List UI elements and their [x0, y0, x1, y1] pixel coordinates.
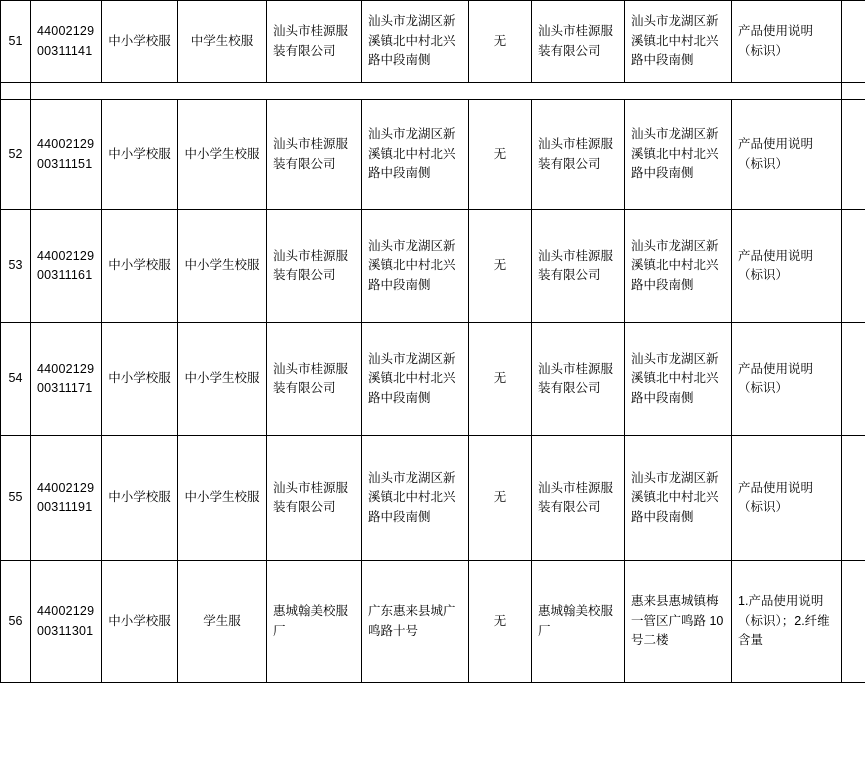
cell-inspected-address: 惠来县惠城镇梅一管区广鸣路 10 号二楼 — [625, 561, 732, 683]
gap-left-edge — [1, 83, 31, 100]
table-row — [1, 1, 865, 83]
table-section-gap — [1, 83, 865, 100]
cell-manufacturer: 汕头市桂源服装有限公司 — [267, 100, 362, 210]
cell-index: 53 — [1, 210, 31, 323]
cell-index: 54 — [1, 323, 31, 436]
cell-product-name: 中小学生校服 — [178, 436, 267, 561]
cell-product-name: 中小学生校服 — [178, 323, 267, 436]
table-row — [1, 323, 865, 436]
cell-nonconforming-item: 产品使用说明（标识） — [732, 323, 842, 436]
cell-inspected-unit: 汕头市桂源服装有限公司 — [532, 100, 625, 210]
cell-mark: 无 — [469, 561, 532, 683]
cell-inspected-address: 汕头市龙湖区新溪镇北中村北兴路中段南侧 — [625, 1, 732, 83]
cell-manufacturer-address: 汕头市龙湖区新溪镇北中村北兴路中段南侧 — [362, 100, 469, 210]
cell-nonconforming-item: 产品使用说明（标识） — [732, 210, 842, 323]
cell-manufacturer: 惠城翰美校服厂 — [267, 561, 362, 683]
table-row — [1, 561, 865, 683]
cell-category: 中小学校服 — [102, 561, 178, 683]
cell-tail-blank — [842, 436, 865, 561]
gap-right-edge — [842, 83, 865, 100]
cell-tail-blank — [842, 1, 865, 83]
cell-nonconforming-item: 1.产品使用说明（标识）；2.纤维含量 — [732, 561, 842, 683]
cell-category: 中小学校服 — [102, 1, 178, 83]
cell-inspected-address: 汕头市龙湖区新溪镇北中村北兴路中段南侧 — [625, 436, 732, 561]
cell-manufacturer-address: 汕头市龙湖区新溪镇北中村北兴路中段南侧 — [362, 1, 469, 83]
cell-index: 55 — [1, 436, 31, 561]
cell-mark: 无 — [469, 1, 532, 83]
cell-category: 中小学校服 — [102, 436, 178, 561]
cell-inspected-unit: 汕头市桂源服装有限公司 — [532, 323, 625, 436]
cell-inspected-address: 汕头市龙湖区新溪镇北中村北兴路中段南侧 — [625, 100, 732, 210]
cell-index: 51 — [1, 1, 31, 83]
cell-mark: 无 — [469, 323, 532, 436]
cell-sample-code: 4400212900311151 — [31, 100, 102, 210]
cell-inspected-unit: 汕头市桂源服装有限公司 — [532, 1, 625, 83]
table-row — [1, 100, 865, 210]
cell-inspected-address: 汕头市龙湖区新溪镇北中村北兴路中段南侧 — [625, 210, 732, 323]
cell-nonconforming-item: 产品使用说明（标识） — [732, 100, 842, 210]
cell-index: 56 — [1, 561, 31, 683]
cell-sample-code: 4400212900311301 — [31, 561, 102, 683]
cell-manufacturer-address: 汕头市龙湖区新溪镇北中村北兴路中段南侧 — [362, 323, 469, 436]
cell-product-name: 中学生校服 — [178, 1, 267, 83]
cell-inspected-unit: 汕头市桂源服装有限公司 — [532, 210, 625, 323]
cell-tail-blank — [842, 323, 865, 436]
cell-sample-code: 4400212900311141 — [31, 1, 102, 83]
table-row — [1, 210, 865, 323]
cell-mark: 无 — [469, 210, 532, 323]
cell-manufacturer-address: 汕头市龙湖区新溪镇北中村北兴路中段南侧 — [362, 210, 469, 323]
cell-category: 中小学校服 — [102, 323, 178, 436]
cell-inspected-unit: 汕头市桂源服装有限公司 — [532, 436, 625, 561]
cell-category: 中小学校服 — [102, 100, 178, 210]
cell-manufacturer-address: 汕头市龙湖区新溪镇北中村北兴路中段南侧 — [362, 436, 469, 561]
cell-inspected-unit: 惠城翰美校服厂 — [532, 561, 625, 683]
cell-nonconforming-item: 产品使用说明（标识） — [732, 436, 842, 561]
cell-tail-blank — [842, 100, 865, 210]
cell-manufacturer: 汕头市桂源服装有限公司 — [267, 323, 362, 436]
cell-sample-code: 4400212900311161 — [31, 210, 102, 323]
gap-blank — [31, 83, 842, 100]
cell-nonconforming-item: 产品使用说明（标识） — [732, 1, 842, 83]
cell-sample-code: 4400212900311171 — [31, 323, 102, 436]
cell-manufacturer: 汕头市桂源服装有限公司 — [267, 210, 362, 323]
cell-sample-code: 4400212900311191 — [31, 436, 102, 561]
cell-manufacturer: 汕头市桂源服装有限公司 — [267, 436, 362, 561]
cell-index: 52 — [1, 100, 31, 210]
cell-product-name: 中小学生校服 — [178, 210, 267, 323]
cell-tail-blank — [842, 210, 865, 323]
table-row — [1, 436, 865, 561]
cell-inspected-address: 汕头市龙湖区新溪镇北中村北兴路中段南侧 — [625, 323, 732, 436]
cell-mark: 无 — [469, 436, 532, 561]
cell-tail-blank — [842, 561, 865, 683]
cell-product-name: 中小学生校服 — [178, 100, 267, 210]
cell-mark: 无 — [469, 100, 532, 210]
cell-manufacturer-address: 广东惠来县城广鸣路十号 — [362, 561, 469, 683]
cell-product-name: 学生服 — [178, 561, 267, 683]
cell-manufacturer: 汕头市桂源服装有限公司 — [267, 1, 362, 83]
cell-category: 中小学校服 — [102, 210, 178, 323]
